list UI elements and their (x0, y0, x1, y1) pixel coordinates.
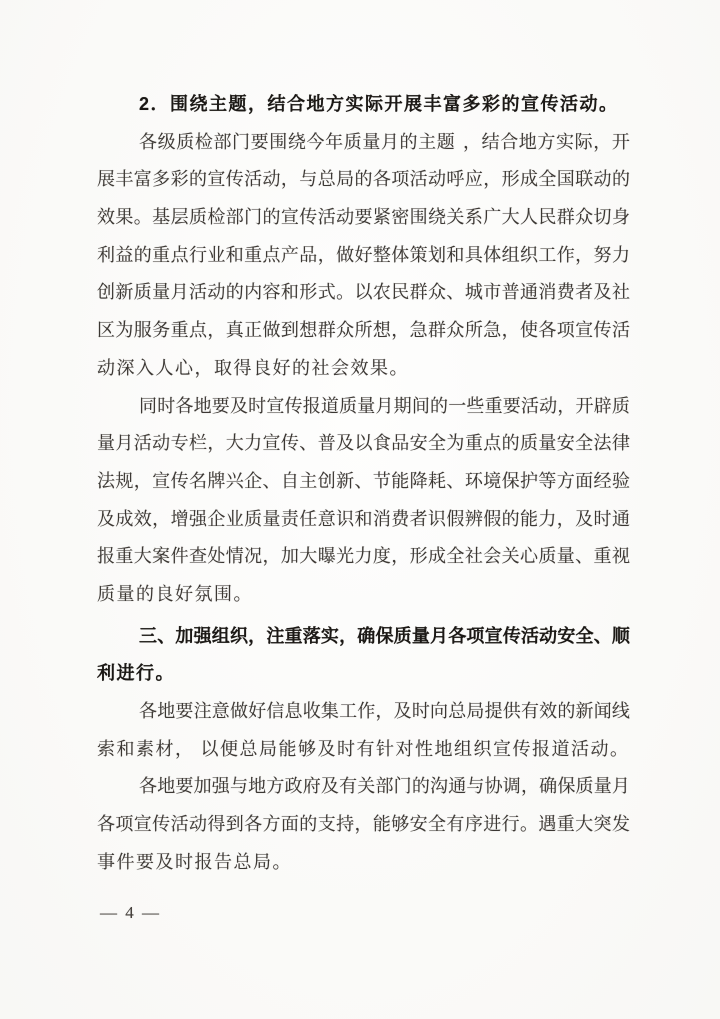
text-line: 利 益 的 重 点 行 业 和 重 点 产 品 ， 做 好 整 体 策 划 和 具 体 组 织 工 作 ， 努 力 (97, 244, 630, 265)
text-line: 展 丰 富 多 彩 的 宣 传 活 动 ， 与 总 局 的 各 项 活 动 呼 应 ， 形 成 全 国 联 动 的 (97, 169, 630, 190)
text-line: 质量的良好氛围。 (97, 583, 253, 604)
paragraph (97, 124, 630, 388)
text-line: 区 为 服 务 重 点 ， 真 正 做 到 想 群 众 所 想 ， 急 群 众 所 急 ， 使 各 项 宣 传 活 (97, 320, 630, 341)
text-line: 效 果 。 基 层 质 检 部 门 的 宣 传 活 动 要 紧 密 围 绕 关 系 广 大 人 民 群 众 切 身 (97, 207, 630, 228)
text-line: 利进行。 (97, 663, 175, 684)
text-line: 各 地 要 注 意 做 好 信 息 收 集 工 作 ， 及 时 向 总 局 提 供 有 效 的 新 闻 线 (139, 701, 630, 721)
text-line: 动深入人心，取得良好的社会效果。 (97, 357, 409, 378)
text-line: 同 时 各 地 要 及 时 宣 传 报 道 质 量 月 期 间 的 一 些 重 要 活 动 ， 开 辟 质 (139, 395, 630, 416)
text-line: 事件要及时报告总局。 (97, 851, 292, 872)
paragraph (97, 768, 630, 881)
text-line: 各 地 要 加 强 与 地 方 政 府 及 有 关 部 门 的 沟 通 与 协 调 ， 确 保 质 量 月 (139, 776, 630, 797)
text-line: 创 新 质 量 月 活 动 的 内 容 和 形 式 。 以 农 民 群 众 、 城 市 普 通 消 费 者 及 社 (97, 282, 630, 303)
paragraph (97, 618, 630, 693)
text-line: 2．围绕主题，结合地方实际开展丰富多彩的宣传活动。 (139, 94, 619, 114)
text-line: 索和素材， 以便总局能够及时有针对性地组织宣传报道活动。 (97, 738, 630, 759)
document-body (97, 86, 630, 881)
text-line: 量 月 活 动 专 栏 ， 大 力 宣 传 、 普 及 以 食 品 安 全 为 重 点 的 质 量 安 全 法 律 (97, 433, 630, 454)
text-line: 各 级 质 检 部 门 要 围 绕 今 年 质 量 月 的 主 题 ， 结 合 地 方 实 际 ， 开 (139, 131, 630, 152)
paragraph (97, 86, 630, 124)
paragraph (97, 388, 630, 614)
paragraph (97, 693, 630, 768)
text-line: 报 重 大 案 件 查 处 情 况 ， 加 大 曝 光 力 度 ， 形 成 全 社 会 关 心 质 量 、 重 视 (97, 546, 630, 567)
text-line: 三 、 加 强 组 织 ， 注 重 落 实 ， 确 保 质 量 月 各 项 宣 传 活 动 安 全 、 顺 (139, 625, 630, 646)
text-line: 及 成 效 ， 增 强 企 业 质 量 责 任 意 识 和 消 费 者 识 假 辨 假 的 能 力 ， 及 时 通 (97, 508, 630, 529)
page-number: — 4 — (100, 903, 161, 922)
text-line: 法 规 ， 宣 传 名 牌 兴 企 、 自 主 创 新 、 节 能 降 耗 、 环 境 保 护 等 方 面 经 验 (97, 470, 630, 491)
text-line: 各 项 宣 传 活 动 得 到 各 方 面 的 支 持 ， 能 够 安 全 有 序 进 行 。 遇 重 大 突 发 (97, 814, 630, 835)
